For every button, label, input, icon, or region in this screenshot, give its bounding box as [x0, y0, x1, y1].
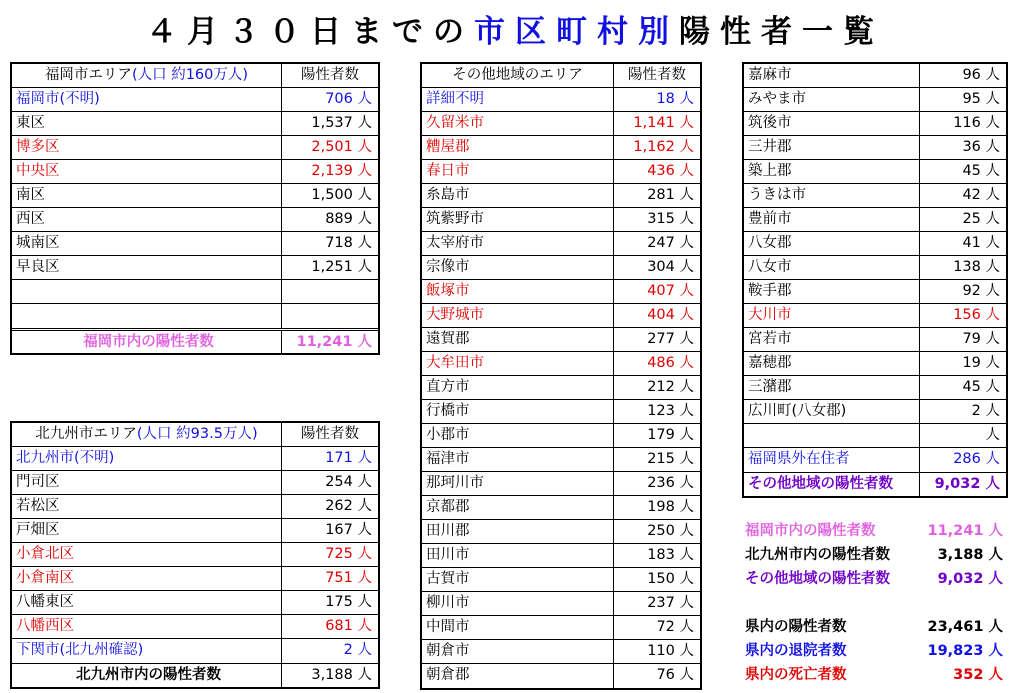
table-row: [744, 208, 1006, 232]
area-name: [744, 424, 920, 447]
table-row: [422, 88, 700, 112]
area-name: 詳細不明: [422, 88, 614, 111]
table-row: [12, 280, 378, 304]
row-count: 36 人: [962, 139, 1000, 155]
table-row: [744, 184, 1006, 208]
area-name: 那珂川市: [422, 472, 614, 495]
total-value: 9,032 人: [934, 476, 1000, 492]
kitakyushu-total-row: [12, 663, 378, 687]
row-count: 262 人: [325, 498, 372, 514]
table-row: [12, 519, 378, 543]
table-row: [744, 160, 1006, 184]
ward-name: 北九州市(不明): [12, 447, 282, 470]
area-name: 福岡県外在住者: [744, 448, 920, 472]
table-row: [744, 400, 1006, 424]
table-row: [422, 376, 700, 400]
row-count: 2,501 人: [311, 139, 372, 155]
row-count: 123 人: [647, 403, 694, 419]
area-name: 大野城市: [422, 304, 614, 327]
table-row: [422, 208, 700, 232]
kitakyushu-rows: [12, 447, 378, 663]
table-row: [422, 328, 700, 352]
row-count: 116 人: [953, 115, 1000, 131]
row-count: 212 人: [647, 379, 694, 395]
title-highlight: 市区町村別: [474, 14, 679, 50]
table-row: [12, 136, 378, 160]
area-name: 田川郡: [422, 520, 614, 543]
area-name: 筑紫野市: [422, 208, 614, 231]
row-count: 150 人: [647, 571, 694, 587]
area-name: 宗像市: [422, 256, 614, 279]
other-total-row: [744, 472, 1006, 496]
other-areas-table-continued: [742, 62, 1008, 498]
row-count: 167 人: [325, 522, 372, 538]
table-row: [744, 232, 1006, 256]
summary-line: [745, 519, 1005, 543]
row-count: 286 人: [953, 451, 1000, 467]
table-row: [422, 280, 700, 304]
row-count: 1,251 人: [311, 259, 372, 275]
summary-value: 19,823 人: [927, 643, 1003, 659]
table-header: [12, 423, 378, 447]
table-row: [12, 160, 378, 184]
kitakyushu-table: [10, 421, 380, 689]
table-row: [422, 448, 700, 472]
summary-value: 23,461 人: [927, 619, 1003, 635]
total-label: 福岡市内の陽性者数: [12, 331, 282, 353]
row-count: 215 人: [647, 451, 694, 467]
area-name: 朝倉市: [422, 640, 614, 663]
area-name: 中間市: [422, 616, 614, 639]
ward-name: [12, 280, 282, 303]
other-areas-table: [420, 62, 702, 690]
row-count: 183 人: [647, 547, 694, 563]
ward-name: 博多区: [12, 136, 282, 159]
table-row: [744, 376, 1006, 400]
table-row: [422, 400, 700, 424]
table-row: [422, 424, 700, 448]
row-count: 19 人: [962, 355, 1000, 371]
ward-name: 城南区: [12, 232, 282, 255]
ward-name: 西区: [12, 208, 282, 231]
table-header: [422, 64, 700, 88]
summary-label: 県内の退院者数: [745, 643, 847, 659]
row-count: 2,139 人: [311, 163, 372, 179]
row-count: 95 人: [962, 91, 1000, 107]
row-count: 404 人: [647, 307, 694, 323]
row-count: 76 人: [656, 667, 694, 683]
header-count: 陽性者数: [628, 67, 686, 83]
table-row: [744, 424, 1006, 448]
table-row: [12, 256, 378, 280]
ward-name: 八幡西区: [12, 615, 282, 638]
ward-name: [12, 304, 282, 328]
table-row: [422, 664, 700, 688]
fukuoka-city-table: [10, 62, 380, 355]
summary-line: [745, 615, 1005, 639]
row-count: 236 人: [647, 475, 694, 491]
header-count: 陽性者数: [301, 67, 359, 83]
row-count: 179 人: [647, 427, 694, 443]
row-count: 175 人: [325, 594, 372, 610]
ward-name: 福岡市(不明): [12, 88, 282, 111]
summary-line: [745, 663, 1005, 687]
table-row: [744, 352, 1006, 376]
ward-name: 小倉南区: [12, 567, 282, 590]
area-name: 三井郡: [744, 136, 920, 159]
row-count: 45 人: [962, 163, 1000, 179]
area-name: 八女郡: [744, 232, 920, 255]
table-row: [12, 184, 378, 208]
table-row: [12, 88, 378, 112]
table-row: [422, 352, 700, 376]
row-count: 889 人: [325, 211, 372, 227]
other-rows: [422, 88, 700, 688]
row-count: 198 人: [647, 499, 694, 515]
area-name: 福津市: [422, 448, 614, 471]
row-count: 718 人: [325, 235, 372, 251]
table-row: [422, 592, 700, 616]
summary-value: 11,241 人: [927, 523, 1003, 539]
table-row: [744, 112, 1006, 136]
row-count: 706 人: [325, 91, 372, 107]
table-row: [422, 160, 700, 184]
summary-value: 9,032 人: [937, 571, 1003, 587]
table-row: [744, 64, 1006, 88]
table-row: [12, 615, 378, 639]
header-area: その他地域のエリア: [422, 64, 614, 87]
table-row: [422, 568, 700, 592]
row-count: 1,141 人: [633, 115, 694, 131]
row-count: [282, 304, 378, 328]
row-count: 42 人: [962, 187, 1000, 203]
row-count: 110 人: [647, 643, 694, 659]
ward-name: 早良区: [12, 256, 282, 279]
total-value: 3,188 人: [311, 667, 372, 683]
area-name: 宮若市: [744, 328, 920, 351]
row-count: 人: [985, 427, 1000, 443]
area-name: 直方市: [422, 376, 614, 399]
area-name: 鞍手郡: [744, 280, 920, 303]
area-name: 久留米市: [422, 112, 614, 135]
area-name: 小郡市: [422, 424, 614, 447]
row-count: 2 人: [971, 403, 1000, 419]
area-name: 大川市: [744, 304, 920, 327]
title-prefix: ４月３０日までの: [146, 14, 474, 50]
total-label: 北九州市内の陽性者数: [12, 664, 282, 687]
table-row: [12, 304, 378, 328]
area-name: 八女市: [744, 256, 920, 279]
summary-line: [745, 639, 1005, 663]
area-name: 嘉穂郡: [744, 352, 920, 375]
row-count: 25 人: [962, 211, 1000, 227]
row-count: 304 人: [647, 259, 694, 275]
table-row: [12, 112, 378, 136]
ward-name: 門司区: [12, 471, 282, 494]
row-count: 407 人: [647, 283, 694, 299]
header-area: 北九州市エリア(人口 約93.5万人): [12, 423, 282, 446]
table-row: [422, 520, 700, 544]
table-row: [12, 567, 378, 591]
area-name: 柳川市: [422, 592, 614, 615]
summary-line: [745, 567, 1005, 591]
table-row: [744, 448, 1006, 472]
row-count: 277 人: [647, 331, 694, 347]
area-name: 三潴郡: [744, 376, 920, 399]
summary-label: 県内の陽性者数: [745, 619, 847, 635]
row-count: 79 人: [962, 331, 1000, 347]
header-area: 福岡市エリア(人口 約160万人): [12, 64, 282, 87]
row-count: 436 人: [647, 163, 694, 179]
area-name: 京都郡: [422, 496, 614, 519]
row-count: 41 人: [962, 235, 1000, 251]
table-row: [744, 256, 1006, 280]
row-count: 681 人: [325, 618, 372, 634]
table-row: [422, 640, 700, 664]
area-name: 飯塚市: [422, 280, 614, 303]
row-count: 171 人: [325, 450, 372, 466]
table-row: [422, 616, 700, 640]
table-row: [744, 88, 1006, 112]
page-title: [0, 6, 1030, 51]
total-label: その他地域の陽性者数: [744, 473, 920, 496]
row-count: 250 人: [647, 523, 694, 539]
ward-name: 東区: [12, 112, 282, 135]
row-count: 486 人: [647, 355, 694, 371]
summary-line: [745, 543, 1005, 567]
row-count: 315 人: [647, 211, 694, 227]
ward-name: 中央区: [12, 160, 282, 183]
table-row: [422, 304, 700, 328]
summary-label: その他地域の陽性者数: [745, 571, 890, 587]
area-name: 豊前市: [744, 208, 920, 231]
table-row: [422, 184, 700, 208]
summary-label: 県内の死亡者数: [745, 667, 847, 683]
table-row: [12, 232, 378, 256]
area-name: 遠賀郡: [422, 328, 614, 351]
area-name: 糸島市: [422, 184, 614, 207]
table-row: [12, 639, 378, 663]
area-name: 嘉麻市: [744, 64, 920, 87]
table-row: [422, 496, 700, 520]
ward-name: 若松区: [12, 495, 282, 518]
row-count: 1,162 人: [633, 139, 694, 155]
table-header: [12, 64, 378, 88]
table-row: [12, 447, 378, 471]
ward-name: 南区: [12, 184, 282, 207]
summary-label: 北九州市内の陽性者数: [745, 547, 890, 563]
row-count: 247 人: [647, 235, 694, 251]
header-count: 陽性者数: [301, 426, 359, 442]
row-count: 18 人: [656, 91, 694, 107]
area-name: 太宰府市: [422, 232, 614, 255]
table-row: [422, 544, 700, 568]
row-count: [282, 280, 378, 303]
ward-name: 戸畑区: [12, 519, 282, 542]
other2-rows: [744, 64, 1006, 472]
table-row: [12, 543, 378, 567]
summary-value: 3,188 人: [937, 547, 1003, 563]
area-name: みやま市: [744, 88, 920, 111]
area-name: 築上郡: [744, 160, 920, 183]
table-row: [744, 136, 1006, 160]
row-count: 1,537 人: [311, 115, 372, 131]
row-count: 2 人: [343, 642, 372, 658]
table-row: [422, 256, 700, 280]
row-count: 751 人: [325, 570, 372, 586]
row-count: 138 人: [953, 259, 1000, 275]
row-count: 72 人: [656, 619, 694, 635]
table-row: [744, 280, 1006, 304]
area-name: 朝倉郡: [422, 664, 614, 688]
row-count: 96 人: [962, 67, 1000, 83]
table-row: [422, 136, 700, 160]
summary-label: 福岡市内の陽性者数: [745, 523, 876, 539]
table-row: [422, 472, 700, 496]
area-name: 広川町(八女郡): [744, 400, 920, 423]
row-count: 1,500 人: [311, 187, 372, 203]
ward-name: 八幡東区: [12, 591, 282, 614]
table-row: [744, 304, 1006, 328]
row-count: 156 人: [953, 307, 1000, 323]
ward-name: 下関市(北九州確認): [12, 639, 282, 663]
row-count: 92 人: [962, 283, 1000, 299]
row-count: 45 人: [962, 379, 1000, 395]
fukuoka-total-row: [12, 328, 378, 353]
area-name: 古賀市: [422, 568, 614, 591]
row-count: 725 人: [325, 546, 372, 562]
area-name: 大牟田市: [422, 352, 614, 375]
area-name: うきは市: [744, 184, 920, 207]
ward-name: 小倉北区: [12, 543, 282, 566]
table-row: [422, 232, 700, 256]
row-count: 237 人: [647, 595, 694, 611]
fukuoka-rows: [12, 88, 378, 328]
table-row: [744, 328, 1006, 352]
table-row: [12, 591, 378, 615]
area-name: 筑後市: [744, 112, 920, 135]
area-name: 田川市: [422, 544, 614, 567]
area-name: 行橋市: [422, 400, 614, 423]
title-suffix: 陽性者一覧: [679, 14, 884, 50]
row-count: 281 人: [647, 187, 694, 203]
row-count: 254 人: [325, 474, 372, 490]
table-row: [12, 471, 378, 495]
total-value: 11,241 人: [296, 334, 372, 350]
table-row: [12, 208, 378, 232]
summary-value: 352 人: [953, 667, 1003, 683]
table-row: [12, 495, 378, 519]
table-row: [422, 112, 700, 136]
area-name: 春日市: [422, 160, 614, 183]
area-name: 糟屋郡: [422, 136, 614, 159]
